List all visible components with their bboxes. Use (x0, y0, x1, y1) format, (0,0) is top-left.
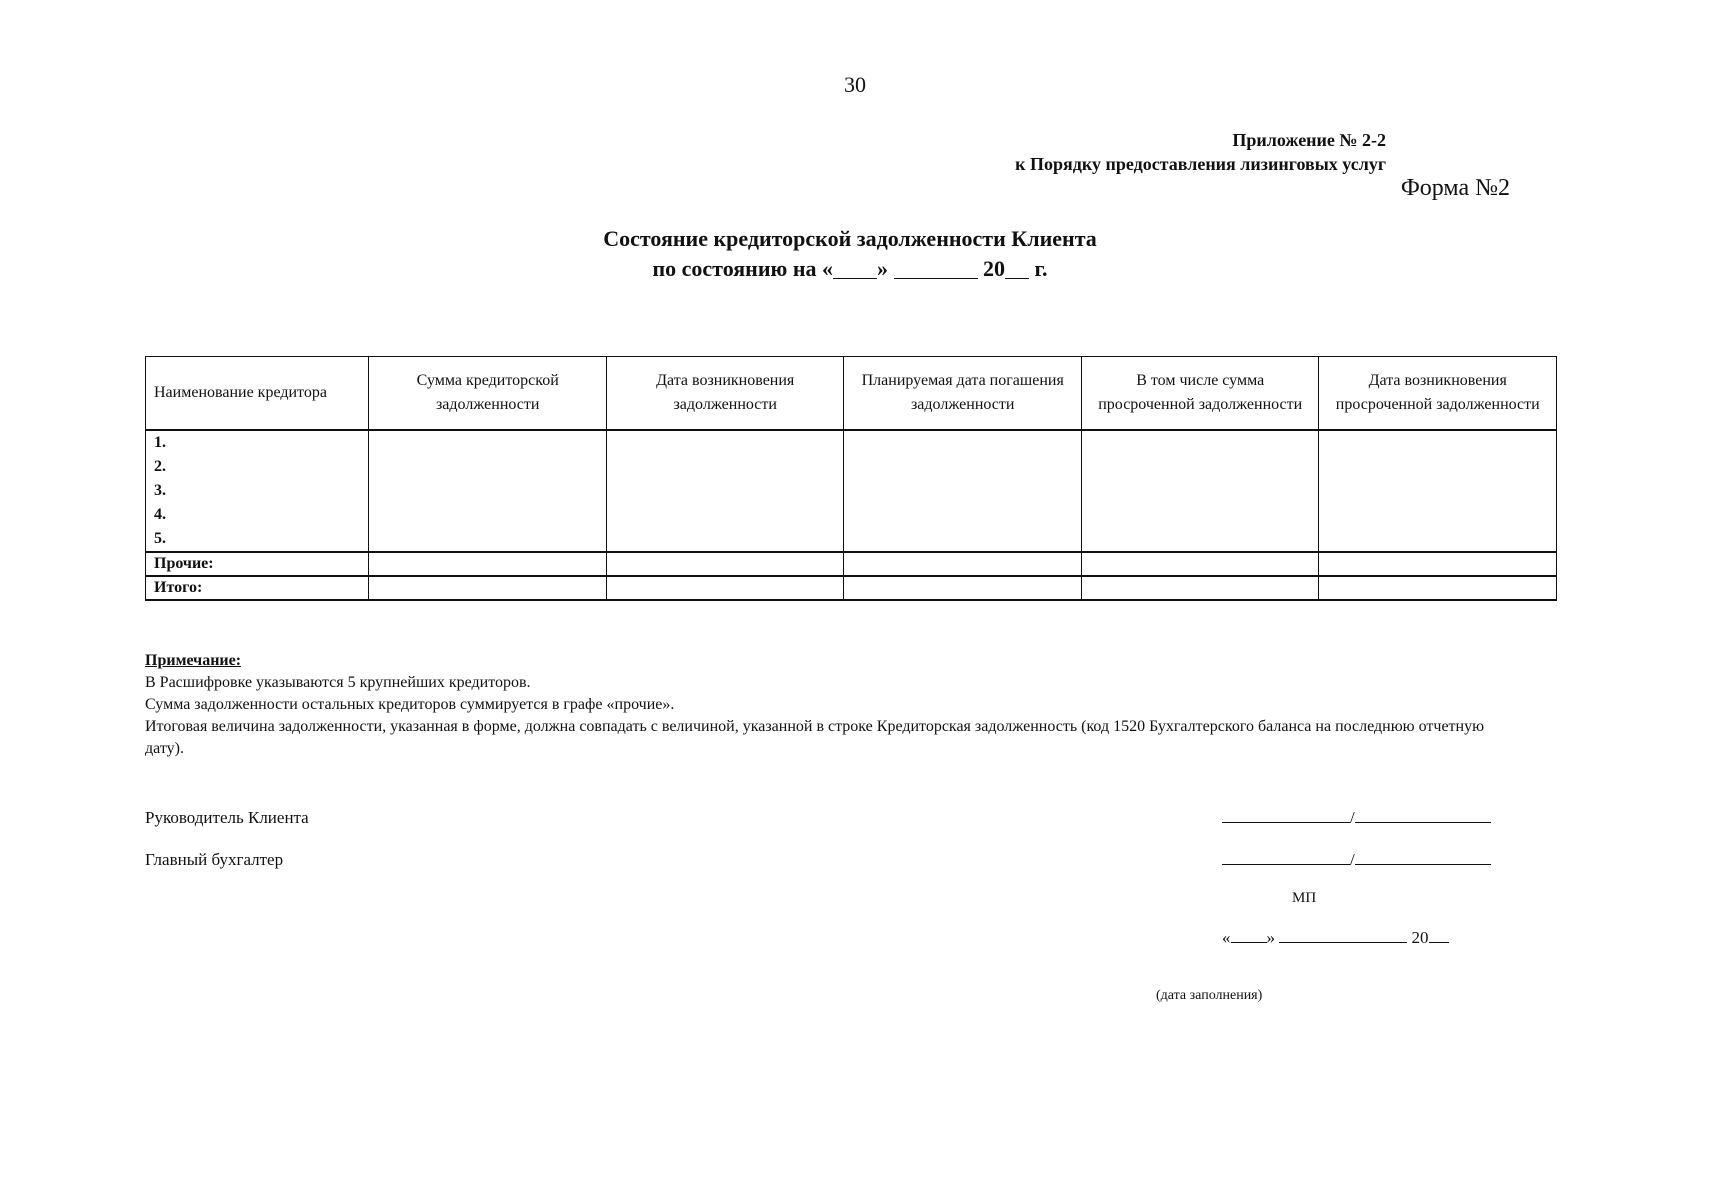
date-year: 20 (1411, 928, 1429, 947)
planned-repayment-cell (844, 430, 1082, 552)
date-month-blank (1279, 928, 1407, 943)
notes-section (145, 650, 1525, 760)
note-line: В Расшифровке указываются 5 крупнейших кредиторов. (145, 674, 531, 691)
signature-slash: / (1350, 850, 1355, 869)
table-header-row (146, 357, 1557, 431)
date-quote-close: » (1266, 928, 1275, 947)
notes-heading: Примечание: (145, 652, 242, 669)
row-number: 3. (154, 482, 166, 499)
signature-slash: / (1350, 808, 1355, 827)
title-line-2 (0, 254, 1700, 284)
header-debt-amount: Сумма кредиторской задолженности (369, 357, 607, 431)
title-day-blank (833, 256, 877, 279)
title-line-1: Состояние кредиторской задолженности Клиента (603, 226, 1097, 251)
title-date-prefix: по состоянию на « (652, 256, 834, 281)
table-row-total (146, 576, 1557, 600)
row-number: 5. (154, 530, 166, 547)
debt-amount-cell (369, 430, 607, 552)
accountant-signature-line (1222, 848, 1491, 870)
other-cell (369, 552, 607, 576)
total-cell (1319, 576, 1557, 600)
header-planned-repayment: Планируемая дата погашения задолженности (844, 357, 1082, 431)
creditor-numbers-cell (146, 430, 369, 552)
row-number: 1. (154, 434, 166, 451)
name-blank (1355, 806, 1491, 823)
total-cell (606, 576, 844, 600)
note-line: Итоговая величина задолженности, указанная в форме, должна совпадать с величиной, указанной в строке Кредиторская задолженность (код 1520 Бухгалтерского баланса на последнюю отчетную дату). (145, 718, 1485, 757)
head-signature-line (1222, 806, 1491, 828)
table-row (146, 430, 1557, 552)
debt-date-cell (606, 430, 844, 552)
appendix-reference: к Порядку предоставления лизинговых услуг (1015, 154, 1386, 174)
other-cell (606, 552, 844, 576)
header-overdue-date: Дата возникновения просроченной задолженности (1319, 357, 1557, 431)
title-year: 20 (983, 256, 1006, 281)
date-caption: (дата заполнения) (1156, 988, 1263, 1003)
total-cell (1081, 576, 1319, 600)
head-signature-label: Руководитель Клиента (145, 808, 309, 827)
accountant-signature-label: Главный бухгалтер (145, 850, 284, 869)
other-cell (844, 552, 1082, 576)
appendix-number: Приложение № 2-2 (1232, 130, 1386, 150)
header-overdue-amount: В том числе сумма просроченной задолженности (1081, 357, 1319, 431)
name-blank (1355, 848, 1491, 865)
appendix-header (1015, 128, 1386, 176)
title-date-quote: » (877, 256, 889, 281)
stamp-placeholder: МП (1292, 890, 1317, 906)
document-title (0, 224, 1700, 284)
row-number: 2. (154, 458, 166, 475)
total-label: Итого: (146, 576, 369, 600)
header-creditor-name: Наименование кредитора (146, 357, 369, 431)
note-line: Сумма задолженности остальных кредиторов суммируется в графе «прочие». (145, 696, 675, 713)
signature-blank (1222, 848, 1350, 865)
date-quote-open: « (1222, 928, 1231, 947)
page-number: 30 (844, 72, 866, 97)
title-year-blank (1005, 256, 1029, 279)
other-label: Прочие: (146, 552, 369, 576)
overdue-date-cell (1319, 430, 1557, 552)
other-cell (1081, 552, 1319, 576)
fill-date-line (1222, 928, 1449, 948)
title-month-blank (894, 256, 978, 279)
overdue-amount-cell (1081, 430, 1319, 552)
header-debt-date: Дата возникновения задолженности (606, 357, 844, 431)
other-cell (1319, 552, 1557, 576)
title-year-suffix: г. (1034, 256, 1048, 281)
creditor-table (145, 356, 1557, 601)
total-cell (844, 576, 1082, 600)
table-row-other (146, 552, 1557, 576)
date-year-blank (1429, 928, 1449, 943)
row-number: 4. (154, 506, 166, 523)
form-number: Форма №2 (1400, 175, 1510, 201)
signature-blank (1222, 806, 1350, 823)
total-cell (369, 576, 607, 600)
date-day-blank (1231, 928, 1267, 943)
